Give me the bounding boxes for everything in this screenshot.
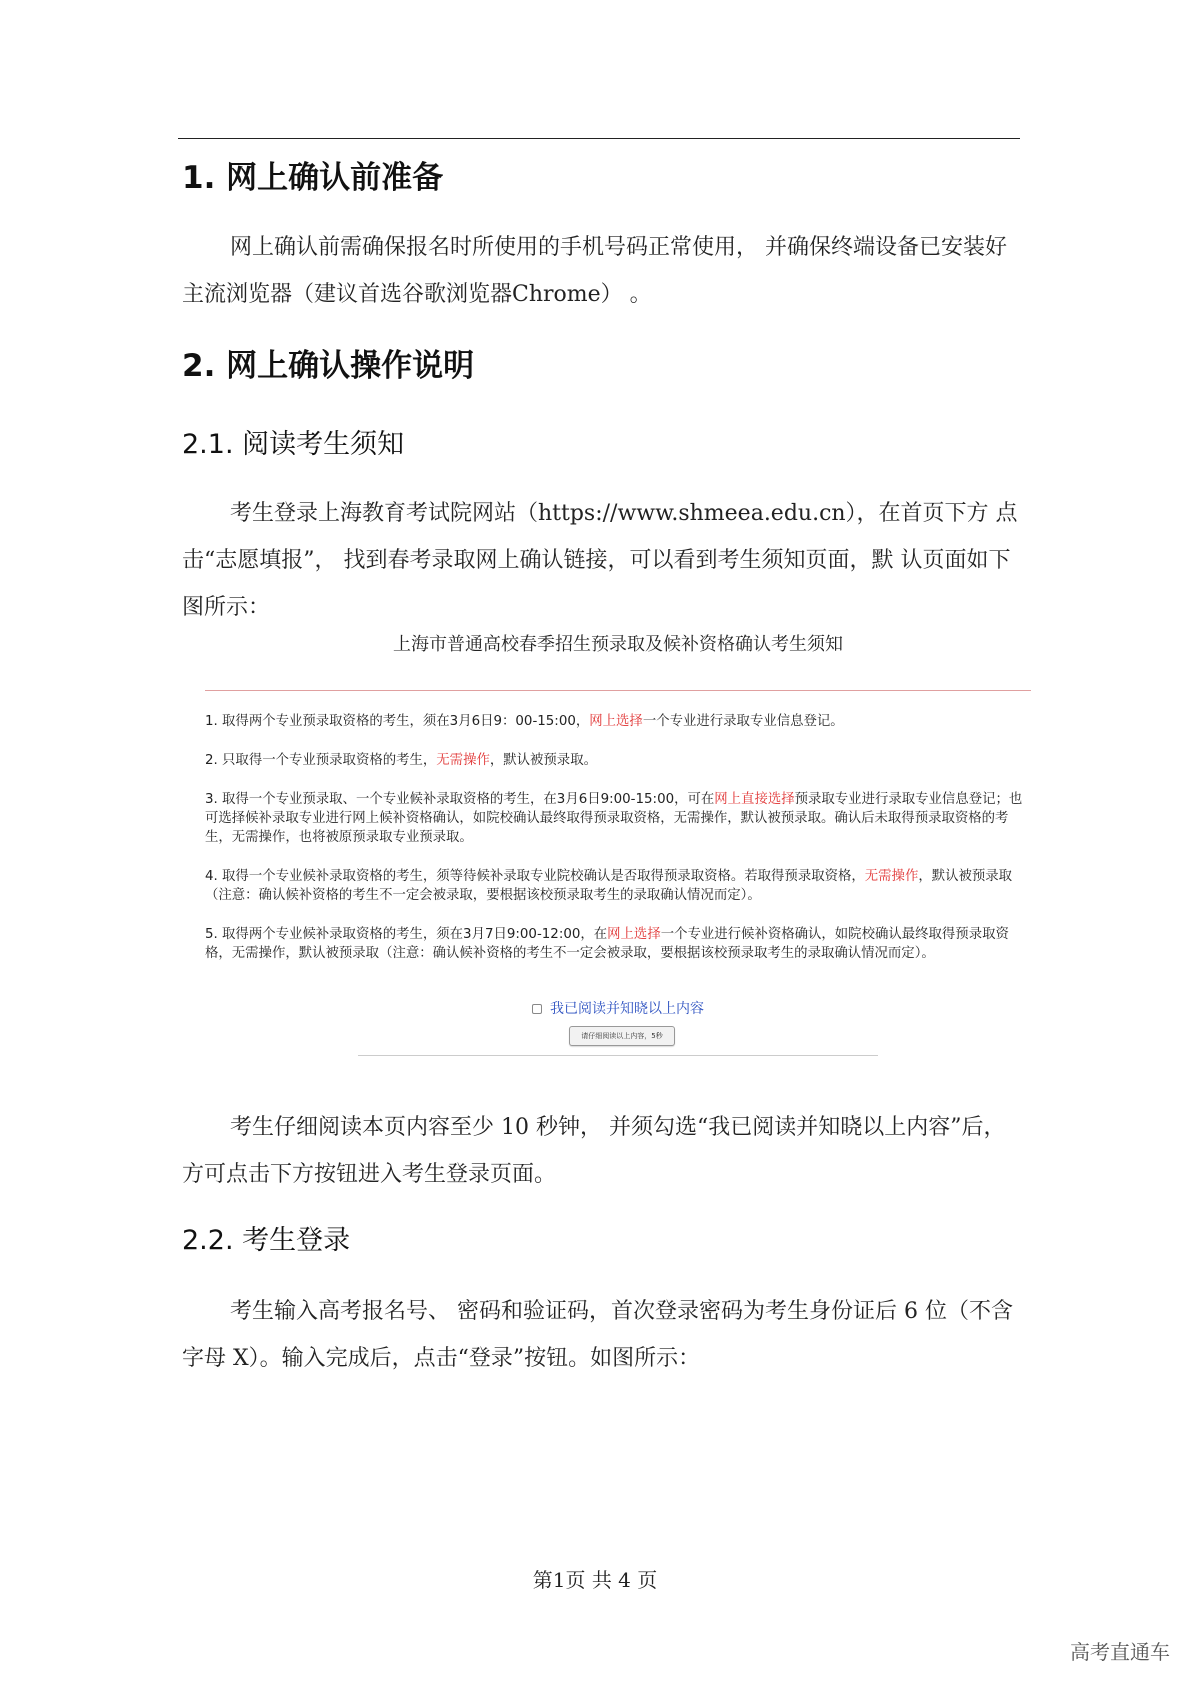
notice-item-5 xyxy=(205,925,1031,963)
section-2-2-paragraph xyxy=(182,1288,1024,1382)
notice-title: 上海市普通高校春季招生预录取及候补资格确认考生须知 xyxy=(393,634,843,655)
read-countdown-button[interactable]: 请仔细阅读以上内容，5秒 xyxy=(569,1026,675,1046)
read-confirm-label[interactable]: 我已阅读并知晓以上内容 xyxy=(550,1001,704,1017)
section-2-heading: 2. 网上确认操作说明 xyxy=(182,348,475,384)
notice-item-2 xyxy=(205,751,1031,770)
notice-bottom-divider xyxy=(358,1055,878,1056)
section-1-text: 网上确认前需确保报名时所使用的手机号码正常使用， 并确保终端设备已安装好主流浏览器（建议首选谷歌浏览器Chrome） 。 xyxy=(182,235,1007,307)
notice-item-2-highlight: 无需操作 xyxy=(436,753,490,768)
section-2-1-after-paragraph xyxy=(182,1104,1024,1198)
notice-item-4-text: 4. 取得一个专业候补录取资格的考生，须等待候补录取专业院校确认是否取得预录取资格。若取得预录取资格， xyxy=(205,869,865,884)
notice-item-3 xyxy=(205,790,1031,847)
section-1-heading: 1. 网上确认前准备 xyxy=(182,160,444,196)
page-footer: 第1页 共 4 页 xyxy=(532,1568,658,1592)
section-2-1-text: 考生登录上海教育考试院网站（https://www.shmeea.edu.cn），在首页下方 点击“志愿填报”， 找到春考录取网上确认链接，可以看到考生须知页面，默 认页面如下图所示： xyxy=(182,501,1018,620)
section-1-paragraph xyxy=(182,224,1024,318)
notice-item-1-highlight: 网上选择 xyxy=(589,714,643,729)
notice-item-3-text: 3. 取得一个专业预录取、一个专业候补录取资格的考生，在3月6日9:00-15:00，可在 xyxy=(205,792,715,807)
top-rule xyxy=(178,138,1020,139)
read-confirm-checkbox[interactable] xyxy=(532,1004,542,1014)
notice-screenshot xyxy=(205,630,1031,1060)
notice-item-4-highlight: 无需操作 xyxy=(864,869,919,884)
notice-item-4 xyxy=(205,867,1031,905)
notice-item-3-highlight: 网上直接选择 xyxy=(714,792,795,807)
notice-divider xyxy=(205,690,1031,691)
section-2-2-text: 考生输入高考报名号、 密码和验证码，首次登录密码为考生身份证后 6 位（不含字母 X）。输入完成后，点击“登录”按钮。如图所示： xyxy=(182,1299,1013,1371)
notice-item-1-text: 1. 取得两个专业预录取资格的考生，须在3月6日9：00-15:00， xyxy=(205,714,590,729)
confirm-row[interactable] xyxy=(205,998,1031,1018)
notice-item-5-text-end: 一个专业进行候补资格确认，如院校确认最终取得预录取资格，无需操作，默认被预录取（注意：确认候补资格的考生不一定会被录取，要根据该校预录取考生的录取确认情况而定）。 xyxy=(205,927,1009,961)
notice-item-5-highlight: 网上选择 xyxy=(607,927,661,942)
watermark: 高考直通车 xyxy=(1070,1640,1170,1664)
section-2-1-after-text: 考生仔细阅读本页内容至少 10 秒钟， 并须勾选“我已阅读并知晓以上内容”后，方可点击下方按钮进入考生登录页面。 xyxy=(182,1115,1006,1187)
section-2-1-heading: 2.1. 阅读考生须知 xyxy=(182,429,405,460)
notice-item-2-text: 2. 只取得一个专业预录取资格的考生， xyxy=(205,753,437,768)
section-2-1-paragraph xyxy=(182,490,1024,631)
notice-item-1 xyxy=(205,712,1031,731)
notice-item-5-text: 5. 取得两个专业候补录取资格的考生，须在3月7日9:00-12:00，在 xyxy=(205,927,608,942)
notice-item-4-text-end: ，默认被预录取（注意：确认候补资格的考生不一定会被录取，要根据该校预录取考生的录取确认情况而定）。 xyxy=(205,869,1013,903)
notice-item-3-text-end: 预录取专业进行录取专业信息登记；也可选择候补录取专业进行网上候补资格确认，如院校确认最终取得预录取资格，无需操作，默认被预录取。确认后未取得预录取资格的考生，无需操作，也将被原预录取专业预录取。 xyxy=(205,792,1023,845)
section-2-2-heading: 2.2. 考生登录 xyxy=(182,1225,351,1256)
notice-item-1-text-end: 一个专业进行录取专业信息登记。 xyxy=(642,714,844,729)
notice-item-2-text-end: ，默认被预录取。 xyxy=(489,753,597,768)
